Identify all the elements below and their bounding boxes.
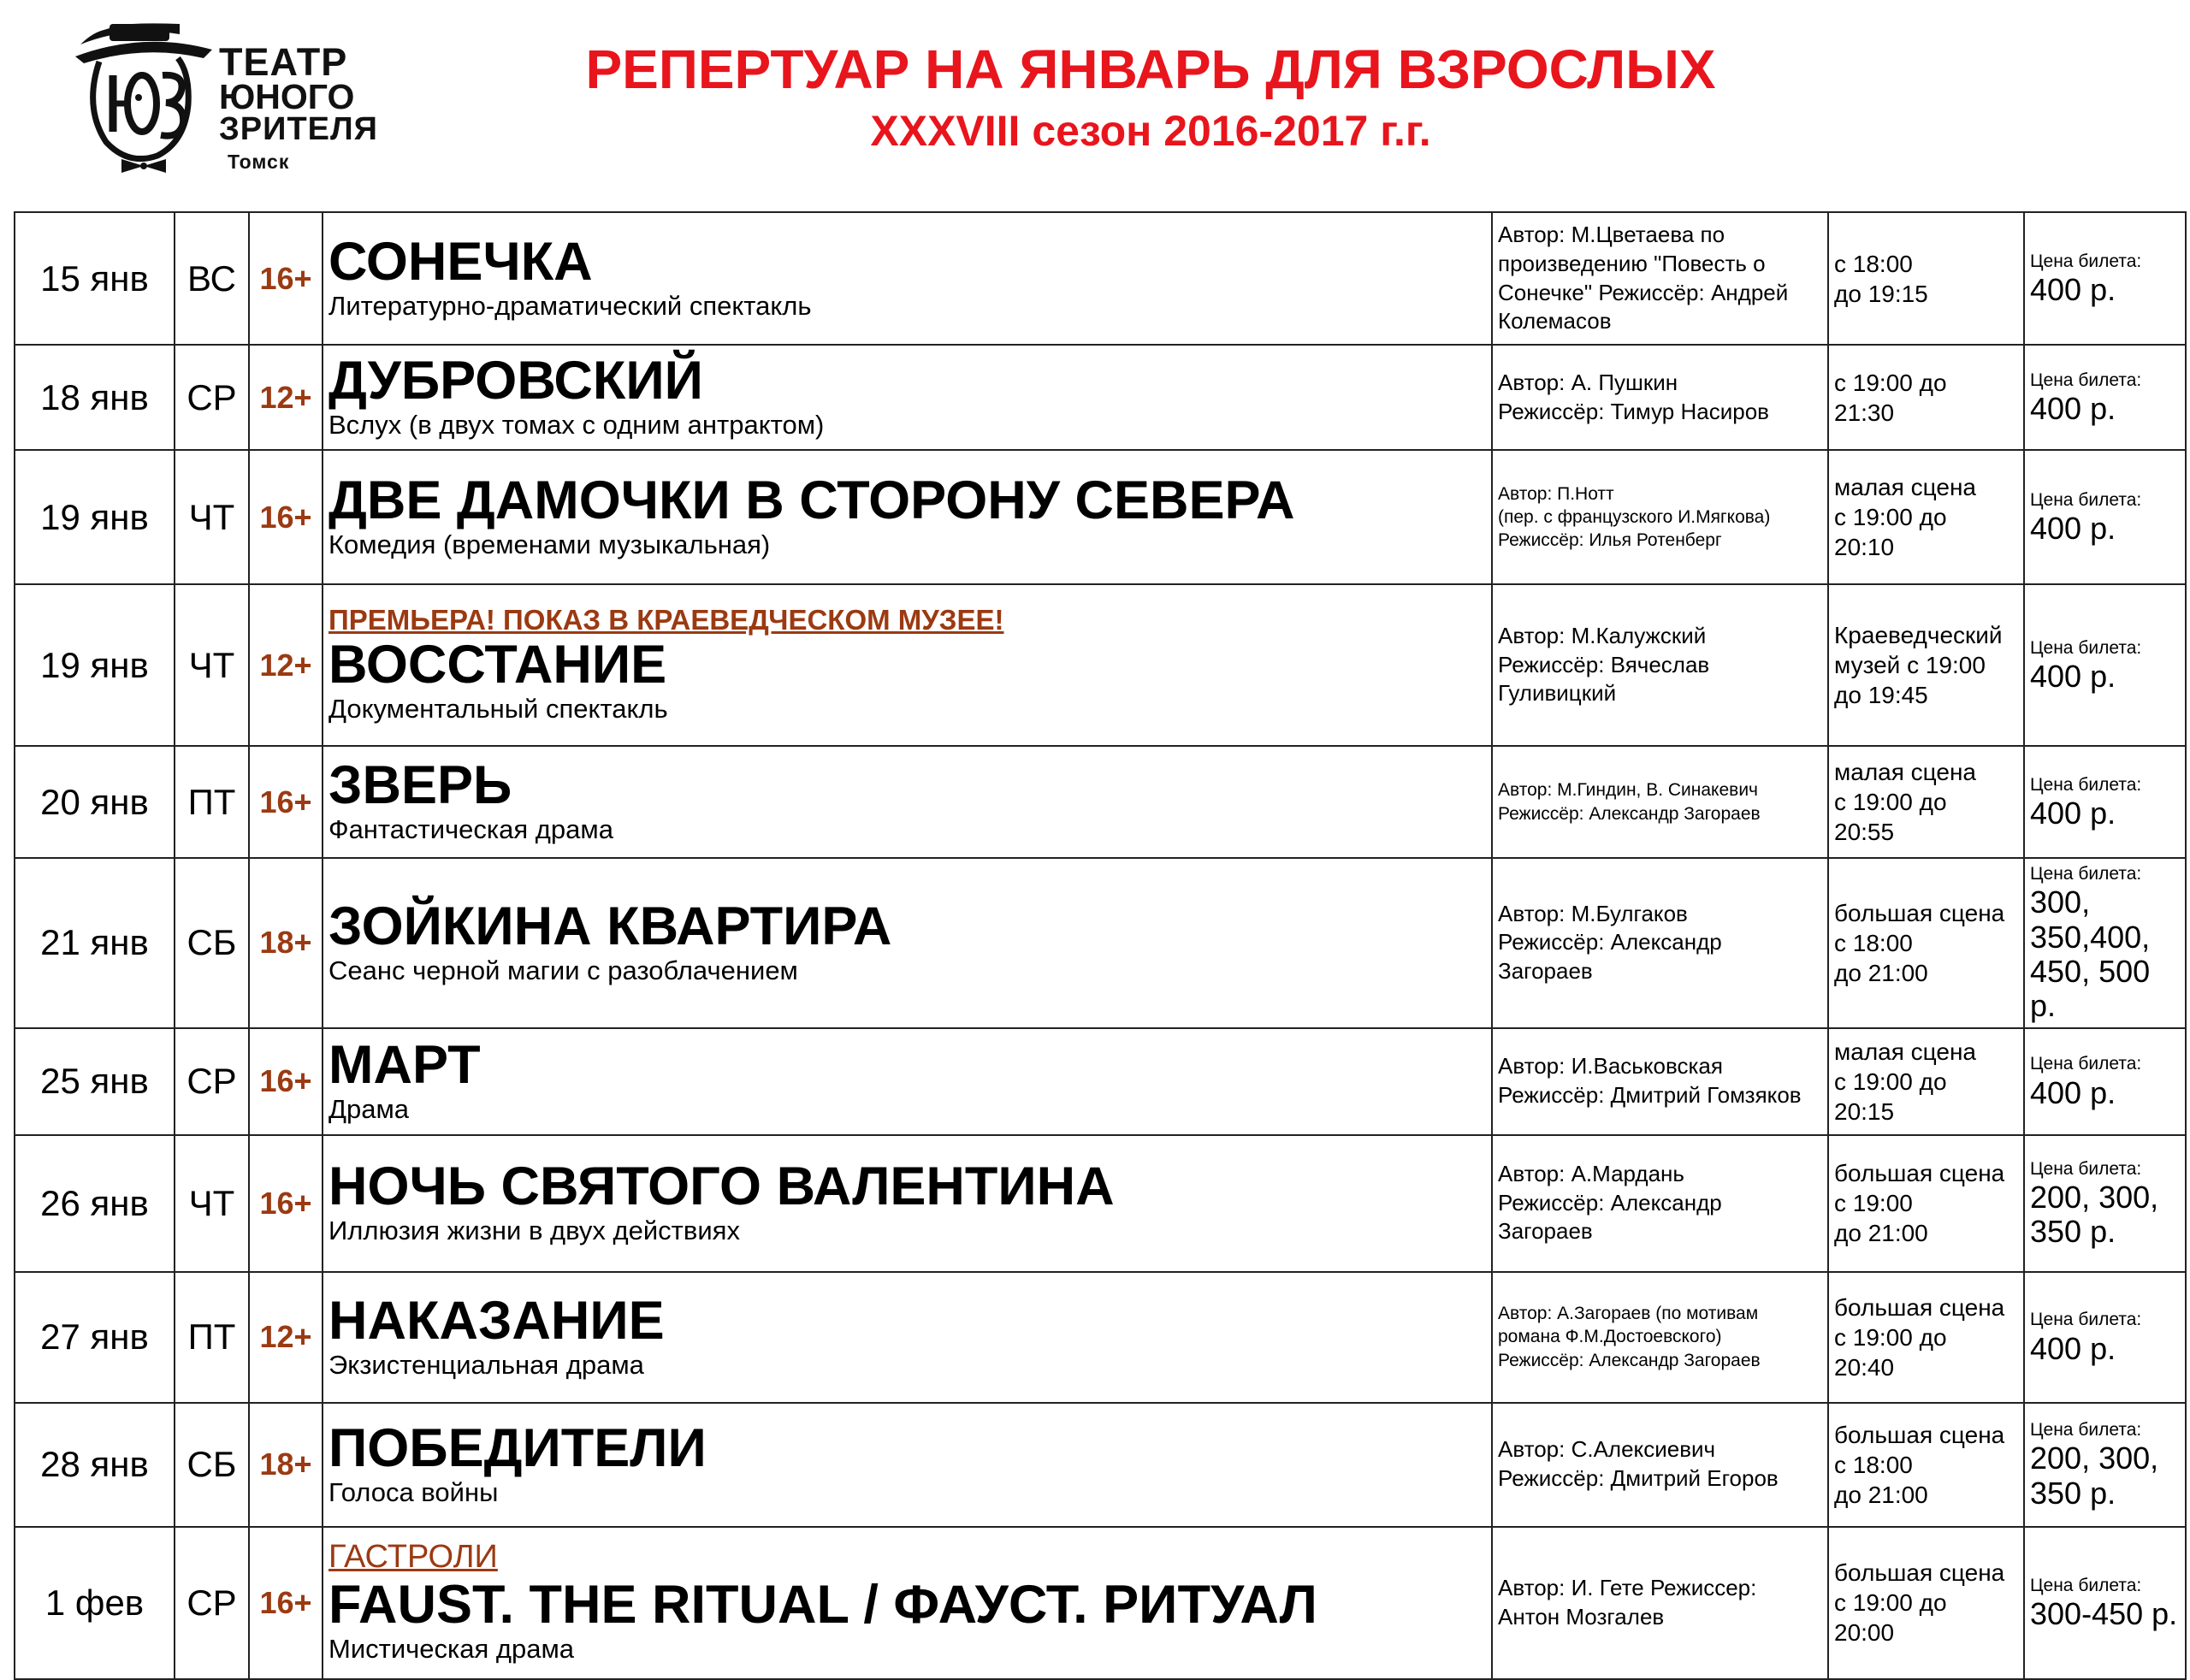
price-label: Цена билета: xyxy=(2030,864,2142,884)
show-venue-time: с 18:00 до 19:15 xyxy=(1828,212,2024,345)
age-rating: 12+ xyxy=(249,584,323,746)
show-info xyxy=(323,858,1492,1028)
price-label: Цена билета: xyxy=(2030,1310,2142,1330)
ticket-price xyxy=(2024,1403,2186,1527)
show-venue-time: большая сцена с 18:00 до 21:00 xyxy=(1828,1403,2024,1527)
show-weekday: ЧТ xyxy=(175,584,249,746)
show-date: 25 янв xyxy=(15,1028,175,1135)
show-date: 19 янв xyxy=(15,584,175,746)
show-info xyxy=(323,212,1492,345)
show-weekday: СР xyxy=(175,1028,249,1135)
show-date: 21 янв xyxy=(15,858,175,1028)
show-weekday: ПТ xyxy=(175,746,249,858)
price-value: 400 р. xyxy=(2030,658,2116,694)
ticket-price xyxy=(2024,584,2186,746)
price-value: 200, 300, 350 р. xyxy=(2030,1440,2159,1511)
show-credits: Автор: И.Васьковская Режиссёр: Дмитрий Гомзяков xyxy=(1492,1028,1828,1135)
show-venue-time: большая сцена с 19:00 до 20:40 xyxy=(1828,1272,2024,1403)
ticket-price xyxy=(2024,858,2186,1028)
show-info xyxy=(323,1135,1492,1272)
price-value: 300-450 р. xyxy=(2030,1596,2178,1632)
show-title: НАКАЗАНИЕ xyxy=(328,1290,665,1351)
price-label: Цена билета: xyxy=(2030,370,2142,390)
ticket-price xyxy=(2024,1527,2186,1679)
price-value: 200, 300, 350 р. xyxy=(2030,1179,2159,1250)
show-info xyxy=(323,345,1492,450)
table-row xyxy=(15,450,2186,584)
age-rating: 12+ xyxy=(249,1272,323,1403)
show-weekday: СБ xyxy=(175,858,249,1028)
show-date: 28 янв xyxy=(15,1403,175,1527)
show-weekday: СР xyxy=(175,345,249,450)
show-genre: Литературно-драматический спектакль xyxy=(328,291,812,322)
logo-city: Томск xyxy=(228,151,290,173)
age-rating: 16+ xyxy=(249,746,323,858)
show-title: ПОБЕДИТЕЛИ xyxy=(328,1417,707,1478)
price-value: 400 р. xyxy=(2030,510,2116,546)
show-genre: Комедия (временами музыкальная) xyxy=(328,529,771,560)
page-subtitle: XXXVIII сезон 2016-2017 г.г. xyxy=(870,107,1431,155)
show-genre: Документальный спектакль xyxy=(328,694,668,725)
price-value: 300, 350,400, 450, 500 р. xyxy=(2030,884,2151,1024)
show-weekday: СБ xyxy=(175,1403,249,1527)
show-date: 15 янв xyxy=(15,212,175,345)
show-title: НОЧЬ СВЯТОГО ВАЛЕНТИНА xyxy=(328,1156,1115,1217)
table-row xyxy=(15,746,2186,858)
show-genre: Экзистенциальная драма xyxy=(328,1349,644,1380)
age-rating: 16+ xyxy=(249,1527,323,1679)
show-date: 18 янв xyxy=(15,345,175,450)
show-title: ЗВЕРЬ xyxy=(328,755,512,816)
logo-line-3: ЗРИТЕЛЯ xyxy=(219,111,378,147)
price-value: 400 р. xyxy=(2030,795,2116,831)
show-credits: Автор: М.Калужский Режиссёр: Вячеслав Гуливицкий xyxy=(1492,584,1828,746)
show-genre: Иллюзия жизни в двух действиях xyxy=(328,1216,740,1246)
show-credits: Автор: П.Нотт (пер. с французского И.Мягкова) Режиссёр: Илья Ротенберг xyxy=(1492,450,1828,584)
show-title: СОНЕЧКА xyxy=(328,232,593,293)
table-row xyxy=(15,858,2186,1028)
show-venue-time: большая сцена с 19:00 до 21:00 xyxy=(1828,1135,2024,1272)
show-venue-time: малая сцена с 19:00 до 20:10 xyxy=(1828,450,2024,584)
logo-line-2: ЮНОГО xyxy=(219,77,355,116)
show-date: 1 фев xyxy=(15,1527,175,1679)
page-title: РЕПЕРТУАР НА ЯНВАРЬ ДЛЯ ВЗРОСЛЫХ xyxy=(585,38,1716,100)
show-date: 19 янв xyxy=(15,450,175,584)
show-venue-time: малая сцена с 19:00 до 20:15 xyxy=(1828,1028,2024,1135)
show-announcement: ПРЕМЬЕРА! ПОКАЗ В КРАЕВЕДЧЕСКОМ МУЗЕЕ! xyxy=(328,604,1004,636)
table-row xyxy=(15,1527,2186,1679)
show-genre: Сеанс черной магии с разоблачением xyxy=(328,955,798,985)
show-info xyxy=(323,746,1492,858)
ticket-price xyxy=(2024,212,2186,345)
age-rating: 16+ xyxy=(249,1028,323,1135)
ticket-price xyxy=(2024,1272,2186,1403)
ticket-price xyxy=(2024,746,2186,858)
age-rating: 18+ xyxy=(249,858,323,1028)
logo-line-1: ТЕАТР xyxy=(219,40,348,84)
show-info xyxy=(323,1527,1492,1679)
ticket-price xyxy=(2024,1135,2186,1272)
ticket-price xyxy=(2024,1028,2186,1135)
age-rating: 16+ xyxy=(249,1135,323,1272)
show-genre: Фантастическая драма xyxy=(328,814,613,845)
show-venue-time: большая сцена с 19:00 до 20:00 xyxy=(1828,1527,2024,1679)
show-title: ВОССТАНИЕ xyxy=(328,635,667,695)
show-genre: Драма xyxy=(328,1093,410,1124)
show-title: ЗОЙКИНА КВАРТИРА xyxy=(328,896,892,956)
age-rating: 16+ xyxy=(249,212,323,345)
show-genre: Голоса войны xyxy=(328,1476,499,1507)
show-title: ДУБРОВСКИЙ xyxy=(328,351,703,411)
show-genre: Вслух (в двух томах с одним антрактом) xyxy=(328,410,825,441)
price-label: Цена билета: xyxy=(2030,774,2142,795)
show-info xyxy=(323,1028,1492,1135)
show-credits: Автор: М.Булгаков Режиссёр: Александр Загораев xyxy=(1492,858,1828,1028)
ticket-price xyxy=(2024,450,2186,584)
show-venue-time: большая сцена с 18:00 до 21:00 xyxy=(1828,858,2024,1028)
price-value: 400 р. xyxy=(2030,390,2116,426)
price-label: Цена билета: xyxy=(2030,489,2142,510)
show-date: 20 янв xyxy=(15,746,175,858)
age-rating: 18+ xyxy=(249,1403,323,1527)
show-info xyxy=(323,450,1492,584)
show-credits: Автор: А.Загораев (по мотивам романа Ф.М.Достоевского) Режиссёр: Александр Загораев xyxy=(1492,1272,1828,1403)
table-row xyxy=(15,1403,2186,1527)
show-date: 26 янв xyxy=(15,1135,175,1272)
show-announcement: ГАСТРОЛИ xyxy=(328,1539,498,1576)
show-title: МАРТ xyxy=(328,1034,481,1095)
price-label: Цена билета: xyxy=(2030,637,2142,658)
price-label: Цена билета: xyxy=(2030,251,2142,271)
show-credits: Автор: М.Цветаева по произведению "Повесть о Сонечке" Режиссёр: Андрей Колемасов xyxy=(1492,212,1828,345)
table-row xyxy=(15,212,2186,345)
show-venue-time: малая сцена с 19:00 до 20:55 xyxy=(1828,746,2024,858)
show-weekday: ВС xyxy=(175,212,249,345)
show-weekday: ЧТ xyxy=(175,1135,249,1272)
show-venue-time: Краеведческий музей с 19:00 до 19:45 xyxy=(1828,584,2024,746)
price-value: 400 р. xyxy=(2030,271,2116,307)
price-value: 400 р. xyxy=(2030,1074,2116,1110)
price-label: Цена билета: xyxy=(2030,1575,2142,1595)
show-credits: Автор: С.Алексиевич Режиссёр: Дмитрий Егоров xyxy=(1492,1403,1828,1527)
repertoire-table xyxy=(14,211,2187,1680)
ticket-price xyxy=(2024,345,2186,450)
show-info xyxy=(323,1403,1492,1527)
show-credits: Автор: А. Пушкин Режиссёр: Тимур Насиров xyxy=(1492,345,1828,450)
show-weekday: СР xyxy=(175,1527,249,1679)
show-info xyxy=(323,584,1492,746)
price-label: Цена билета: xyxy=(2030,1420,2142,1440)
show-venue-time: с 19:00 до 21:30 xyxy=(1828,345,2024,450)
price-value: 400 р. xyxy=(2030,1330,2116,1366)
price-label: Цена билета: xyxy=(2030,1054,2142,1074)
table-row xyxy=(15,584,2186,746)
table-row xyxy=(15,1135,2186,1272)
show-title: FAUST. THE RITUAL / ФАУСТ. РИТУАЛ xyxy=(328,1574,1317,1635)
show-title: ДВЕ ДАМОЧКИ В СТОРОНУ СЕВЕРА xyxy=(328,470,1295,531)
show-credits: Автор: А.Мардань Режиссёр: Александр Загораев xyxy=(1492,1135,1828,1272)
show-credits: Автор: И. Гете Режиссер: Антон Мозгалев xyxy=(1492,1527,1828,1679)
show-genre: Мистическая драма xyxy=(328,1634,575,1665)
price-label: Цена билета: xyxy=(2030,1158,2142,1179)
table-row xyxy=(15,1028,2186,1135)
show-credits: Автор: М.Гиндин, В. Синакевич Режиссёр: Александр Загораев xyxy=(1492,746,1828,858)
show-info xyxy=(323,1272,1492,1403)
show-weekday: ПТ xyxy=(175,1272,249,1403)
age-rating: 16+ xyxy=(249,450,323,584)
table-row xyxy=(15,345,2186,450)
show-date: 27 янв xyxy=(15,1272,175,1403)
show-weekday: ЧТ xyxy=(175,450,249,584)
age-rating: 12+ xyxy=(249,345,323,450)
table-row xyxy=(15,1272,2186,1403)
